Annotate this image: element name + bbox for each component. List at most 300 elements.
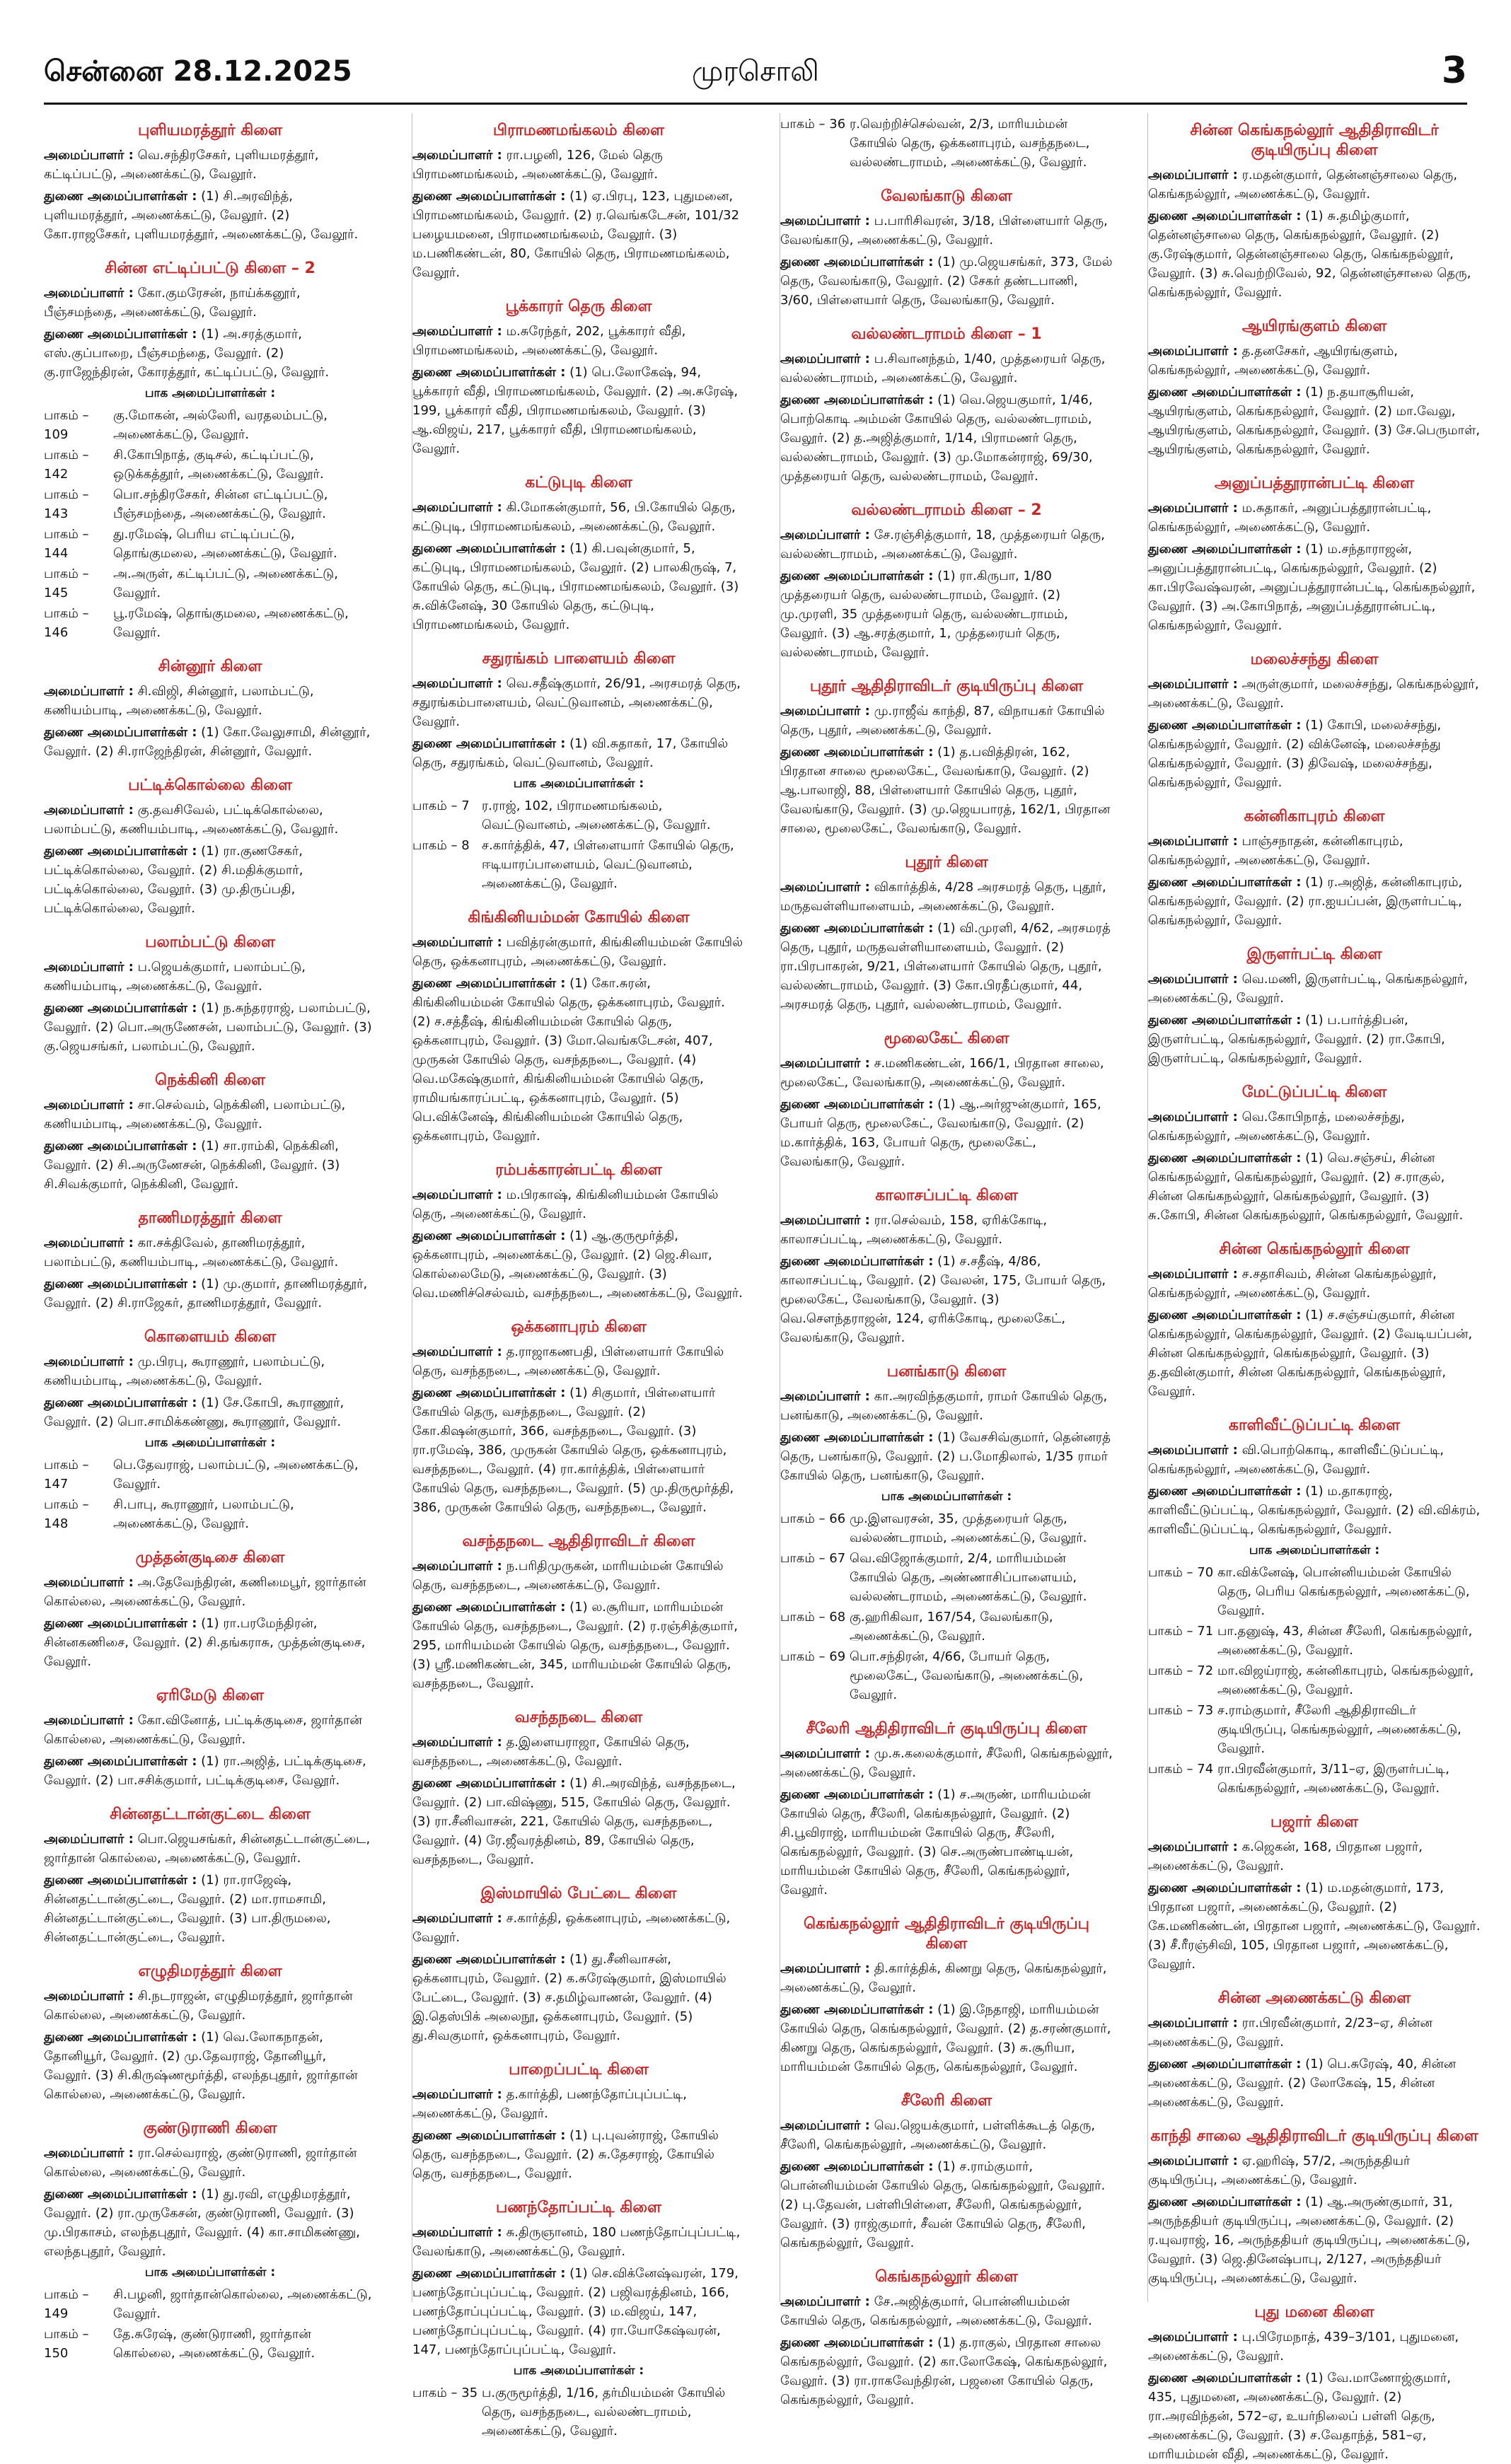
deputy-organizers-text: (1) ஆ.குருமூர்த்தி, ஒக்கனாபுரம், அணைக்கட்டு, வேலூர். (2) ஜெ.சிவா, கொல்லைமேடு, அணைக்கட்டு, வேலூர். (3) வெ.மணிச்செல்வம், வசந்தநடை, அணைக்கட்டு, வேலூர். bbox=[412, 1228, 743, 1301]
booth-organizer: வெ.விஜோக்குமார், 2/4, மாரியம்மன் கோயில் தெரு, அண்ணாசிப்பாளையம், வல்லண்டராமம், அணைக்கட்டு, வேலூர். bbox=[850, 1551, 1087, 1604]
organizer-text: சே.அஜித்குமார், பொன்னியம்மன் கோயில் தெரு, கெங்கநல்லூர், அணைக்கட்டு, வேலூர். bbox=[780, 2294, 1092, 2328]
booth-entry bbox=[1148, 1563, 1481, 1620]
deputy-organizers-line bbox=[1148, 2192, 1481, 2288]
deputy-organizers-text: (1) மு.குமார், தாணிமரத்தூர், வேலூர். (2) சி.ராஜேகர், தாணிமரத்தூர், வேலூர். bbox=[44, 1277, 368, 1311]
booth-organizer: ர.வெற்றிச்செல்வன், 2/3, மாரியம்மன் கோயில் தெரு, ஒக்கனாபுரம், வசந்தநடை, வல்லண்டராமம், அணைக்கட்டு, வேலூர். bbox=[850, 117, 1090, 170]
organizer-text: ம.சுரேந்தர், 202, பூக்காரர் வீதி, பிராமணமங்கலம், அணைக்கட்டு, வேலூர். bbox=[412, 324, 686, 358]
organizer-label: அமைப்பாளர் : bbox=[412, 324, 502, 339]
booth-number: பாகம் – 36 bbox=[780, 117, 846, 132]
deputy-organizers-label: துணை அமைப்பாளர்கள் : bbox=[780, 2002, 934, 2017]
deputy-organizers-text: (1) ரா.அஜித், பட்டிக்குடிசை, வேலூர். (2) பா.சசிக்குமார், பட்டிக்குடிசை, வேலூர். bbox=[44, 1754, 366, 1788]
organizer-label: அமைப்பாளர் : bbox=[1148, 168, 1238, 182]
column-3 bbox=[780, 113, 1113, 2407]
branch-block bbox=[44, 1071, 376, 1194]
organizer-line bbox=[44, 1830, 376, 1868]
organizer-line bbox=[1148, 970, 1481, 1008]
booth-organizer: மா.விஜய்ராஜ், கன்னிகாபுரம், கெங்கநல்லூர், அணைக்கட்டு, வேலூர். bbox=[1217, 1663, 1474, 1697]
organizer-line bbox=[1148, 2013, 1481, 2052]
organizer-label: அமைப்பாளர் : bbox=[1148, 501, 1238, 516]
deputy-organizers-line bbox=[412, 1950, 745, 2045]
organizer-label: அமைப்பாளர் : bbox=[412, 1911, 502, 1926]
organizer-line bbox=[1148, 1837, 1481, 1876]
booth-number: பாகம் – 149 bbox=[44, 2287, 89, 2321]
deputy-organizers-text: (1) ம.சந்தாராஜன், அனுப்பத்தூரான்பட்டி, கெங்கநல்லூர், வேலூர். (2) கா.பிரவேஷ்வரன், அனுப்பத்தூரான்பட்டி, கெங்கநல்லூர், வேலூர். (3) அ.கோபிநாத், அனுப்பத்தூரான்பட்டி, கெங்கநல்லூர், வேலூர். bbox=[1148, 542, 1476, 633]
deputy-organizers-line bbox=[44, 1274, 376, 1313]
deputy-organizers-line bbox=[44, 842, 376, 918]
organizer-text: ச.கார்த்தி, ஒக்கனாபுரம், அணைக்கட்டு, வேலூர். bbox=[412, 1911, 731, 1945]
booth-entry bbox=[780, 1509, 1113, 1547]
deputy-organizers-text: (1) ச.சதீஷ், 4/86, காலாசப்பட்டி, வேலூர். (2) வேலன், 175, போயர் தெரு, மூலைகேட், வேலங்காடு, வேலூர். (3) வெ.சௌந்தராஜன், 124, ஏரிக்கோடி, மூலைகேட், வேலங்காடு, வேலூர். bbox=[780, 1254, 1106, 1345]
booth-number: பாகம் – 148 bbox=[44, 1497, 89, 1531]
organizer-line bbox=[780, 878, 1113, 916]
organizer-label: அமைப்பாளர் : bbox=[44, 2146, 134, 2161]
organizer-label: அமைப்பாளர் : bbox=[412, 2225, 502, 2240]
deputy-organizers-line bbox=[780, 919, 1113, 1014]
branch-title: மலைச்சந்து கிளை bbox=[1250, 651, 1379, 668]
deputy-organizers-text: (1) கோபி, மலைச்சந்து, கெங்கநல்லூர், வேலூர். (2) விக்னேஷ், மலைச்சந்து கெங்கநல்லூர், வேலூர். (3) திவேஷ், மலைச்சந்து, கெங்கநல்லூர், வேலூர். bbox=[1148, 718, 1442, 790]
branch-block bbox=[780, 187, 1113, 310]
branch-block bbox=[1148, 1083, 1481, 1225]
organizer-text: ரா.பழனி, 126, மேல் தெரு பிராமணமங்கலம், அணைக்கட்டு, வேலூர். bbox=[412, 148, 663, 182]
booth-organizers-heading: பாக அமைப்பாளர்கள் : bbox=[881, 1489, 1012, 1504]
organizer-text: வெ.ஜெயக்குமார், பள்ளிக்கூடத் தெரு, சீலேரி, கெங்கநல்லூர், அணைக்கட்டு, வேலூர். bbox=[780, 2118, 1096, 2152]
deputy-organizers-line bbox=[44, 1614, 376, 1671]
organizer-text: சே.ரஞ்சித்குமார், 18, முத்தரையர் தெரு, வல்லண்டராமம், அணைக்கட்டு, வேலூர். bbox=[780, 528, 1105, 562]
deputy-organizers-line bbox=[44, 187, 376, 244]
organizer-line bbox=[44, 1573, 376, 1611]
organizer-label: அமைப்பாளர் : bbox=[412, 500, 502, 515]
branch-block bbox=[1148, 651, 1481, 792]
organizer-label: அமைப்பாளர் : bbox=[1148, 677, 1238, 692]
article-columns bbox=[44, 113, 1481, 2462]
organizer-line bbox=[1148, 675, 1481, 713]
organizer-label: அமைப்பாளர் : bbox=[44, 1713, 134, 1728]
organizer-line bbox=[780, 1054, 1113, 1092]
organizer-label: அமைப்பாளர் : bbox=[44, 148, 134, 163]
booth-organizer: கு.மோகன், அல்லேரி, வரதலம்பட்டு, அணைக்கட்டு, வேலூர். bbox=[113, 408, 328, 442]
deputy-organizers-line bbox=[1148, 716, 1481, 792]
branch-block bbox=[412, 1533, 745, 1693]
deputy-organizers-line bbox=[780, 743, 1113, 838]
booth-number: பாகம் – 73 bbox=[1148, 1703, 1214, 1718]
deputy-organizers-text: (1) சே.கோபி, கூராணூர், வேலூர். (2) பொ.சாமிக்கண்ணு, கூராணூர், வேலூர். bbox=[44, 1395, 345, 1429]
branch-title: ஆயிரங்குளம் கிளை bbox=[1241, 318, 1387, 335]
deputy-organizers-text: (1) வி.சுதாகர், 17, கோயில் தெரு, சதுரங்கம், வெட்டுவானம், வேலூர். bbox=[412, 736, 729, 770]
branch-block bbox=[1148, 2127, 1481, 2288]
branch-title: வல்லண்டராமம் கிளை – 2 bbox=[851, 501, 1042, 519]
organizer-line bbox=[780, 2116, 1113, 2154]
organizer-line bbox=[1148, 2151, 1481, 2190]
deputy-organizers-line bbox=[412, 2126, 745, 2183]
booth-number: பாகம் – 68 bbox=[780, 1610, 846, 1625]
deputy-organizers-line bbox=[780, 1095, 1113, 1171]
organizer-line bbox=[44, 1987, 376, 2025]
booth-organizer: ப.குருமூர்த்தி, 1/16, தர்மியம்மன் கோயில் தெரு, வசந்தநடை, வல்லண்டராமம், அணைக்கட்டு, வேலூர். bbox=[482, 2385, 726, 2439]
deputy-organizers-label: துணை அமைப்பாளர்கள் : bbox=[780, 255, 934, 269]
booth-entry bbox=[412, 2383, 745, 2441]
deputy-organizers-label: துணை அமைப்பாளர்கள் : bbox=[780, 921, 934, 936]
organizer-line bbox=[780, 1211, 1113, 1249]
branch-block bbox=[412, 1885, 745, 2045]
deputy-organizers-label: துணை அமைப்பாளர்கள் : bbox=[44, 1873, 197, 1888]
deputy-organizers-text: (1) இ.நேதாஜி, மாரியம்மன் கோயில் தெரு, கெங்கநல்லூர், வேலூர். (2) த.சரண்குமார், கிணறு தெரு, கெங்கநல்லூர், வேலூர். (3) சு.சூரியா, மாரியம்மன் கோயில் தெரு, கெங்கநல்லூர், வேலூர். bbox=[780, 2002, 1111, 2074]
deputy-organizers-label: துணை அமைப்பாளர்கள் : bbox=[412, 365, 566, 380]
deputy-organizers-label: துணை அமைப்பாளர்கள் : bbox=[1148, 875, 1302, 890]
deputy-organizers-text: (1) ஆ.அருண்குமார், 31, அருந்ததியர் குடியிருப்பு, அணைக்கட்டு, வேலூர். (2) ர.யுவராஜ், 16, அருந்ததியர் குடியிருப்பு, அணைக்கட்டு, வேலூர். (3) ஜெ.தினேஷ்பாபு, 2/127, அருந்ததியர் குடியிருப்பு, அணைக்கட்டு, வேலூர். bbox=[1148, 2195, 1471, 2286]
organizer-label: அமைப்பாளர் : bbox=[412, 2087, 502, 2102]
organizer-text: ம.பிரகாஷ், கிங்கினியம்மன் கோயில் தெரு, அணைக்கட்டு, வேலூர். bbox=[412, 1187, 719, 1221]
deputy-organizers-text: (1) த.ராகுல், பிரதான சாலை கெங்கநல்லூர், வேலூர். (2) கா.லோகேஷ், கெங்கநல்லூர், வேலூர். (3) ரா.ராகவேந்திரன், பஜனை கோயில் தெரு, கெங்கநல்லூர், வேலூர். bbox=[780, 2335, 1108, 2407]
deputy-organizers-text: (1) சா.ராம்கி, நெக்கினி, வேலூர். (2) சி.அருணேசன், நெக்கினி, வேலூர். (3) சி.சிவக்குமார், நெக்கினி, வேலூர். bbox=[44, 1139, 340, 1192]
branch-title: சின்ன கெங்கநல்லூர் ஆதிதிராவிடர் குடியிருப்பு கிளை bbox=[1190, 122, 1439, 159]
organizer-label: அமைப்பாளர் : bbox=[44, 960, 134, 975]
branch-title: சின்ன அணைக்கட்டு கிளை bbox=[1217, 1989, 1411, 2007]
deputy-organizers-line bbox=[44, 999, 376, 1056]
organizer-line bbox=[1148, 165, 1481, 204]
deputy-organizers-label: துணை அமைப்பாளர்கள் : bbox=[780, 1097, 934, 1112]
organizer-text: ரா.பிரவீன்குமார், 2/23–ஏ, சின்ன அணைக்கட்டு, வேலூர். bbox=[1148, 2016, 1432, 2050]
deputy-organizers-line bbox=[1148, 1011, 1481, 1068]
organizer-text: த.கார்த்தி, பணந்தோப்புப்பட்டி, அணைக்கட்டு, வேலூர். bbox=[412, 2087, 687, 2121]
branch-block bbox=[1148, 1813, 1481, 1974]
branch-block bbox=[412, 1318, 745, 1517]
organizer-label: அமைப்பாளர் : bbox=[780, 1389, 870, 1404]
organizer-line bbox=[1148, 1108, 1481, 1146]
deputy-organizers-text: (1) ச.சஞ்சய்குமார், சின்ன கெங்கநல்லூர், கெங்கநல்லூர், வேலூர். (2) வேடியப்பன், சின்ன கெங்கநல்லூர், கெங்கநல்லூர், வேலூர். (3) த.தவின்குமார், சின்ன கெங்கநல்லூர், கெங்கநல்லூர், வேலூர். bbox=[1148, 1308, 1473, 1399]
booth-organizer: ரா.பிரவீன்குமார், 3/11–ஏ, இருளர்பட்டி, கெங்கநல்லூர், அணைக்கட்டு, வேலூர். bbox=[1217, 1762, 1449, 1796]
organizer-line bbox=[780, 2292, 1113, 2330]
deputy-organizers-label: துணை அமைப்பாளர்கள் : bbox=[44, 1754, 197, 1769]
organizer-line bbox=[44, 284, 376, 322]
organizer-text: த.தனசேகர், ஆயிரங்குளம், கெங்கநல்லூர், அணைக்கட்டு, வேலூர். bbox=[1148, 344, 1398, 378]
booth-entry bbox=[780, 1647, 1113, 1704]
organizer-label: அமைப்பாளர் : bbox=[780, 1056, 870, 1071]
organizer-line bbox=[412, 1342, 745, 1381]
organizer-text: சி.விஜி, சின்னூர், பலாம்பட்டு, கணியம்பாடி, அணைக்கட்டு, வேலூர். bbox=[44, 684, 314, 718]
branch-block bbox=[780, 2268, 1113, 2410]
branch-block bbox=[412, 650, 745, 893]
deputy-organizers-label: துணை அமைப்பாளர்கள் : bbox=[44, 327, 197, 342]
deputy-organizers-line bbox=[412, 1598, 745, 1693]
branch-block bbox=[780, 1030, 1113, 1171]
branch-title: கன்னிகாபுரம் கிளை bbox=[1244, 808, 1385, 825]
organizer-label: அமைப்பாளர் : bbox=[1148, 1840, 1238, 1854]
organizer-line bbox=[412, 146, 745, 184]
branch-block bbox=[780, 854, 1113, 1014]
deputy-organizers-label: துணை அமைப்பாளர்கள் : bbox=[44, 1616, 197, 1631]
branch-title: சின்னதட்டான்குட்டை கிளை bbox=[110, 1806, 311, 1823]
deputy-organizers-text: (1) ந.சுந்தரராஜ், பலாம்பட்டு, வேலூர். (2) பொ.அருணேசன், பலாம்பட்டு, வேலூர். (3) கு.ஜெயசங்கர், பலாம்பட்டு, வேலூர். bbox=[44, 1001, 372, 1054]
deputy-organizers-text: (1) பு.புவன்ராஜ், கோயில் தெரு, வசந்தநடை, வேலூர். (2) சு.தேசராஜ், கோயில் தெரு, வசந்தநடை, வேலூர். bbox=[412, 2128, 719, 2181]
deputy-organizers-label: துணை அமைப்பாளர்கள் : bbox=[44, 844, 197, 859]
branch-title: குண்டுராணி கிளை bbox=[143, 2120, 277, 2137]
organizer-text: மு.ராஜீவ் காந்தி, 87, விநாயகர் கோயில் தெரு, புதூர், அணைக்கட்டு, வேலூர். bbox=[780, 704, 1105, 738]
branch-title: வல்லண்டராமம் கிளை – 1 bbox=[851, 325, 1042, 343]
booth-number: பாகம் – 8 bbox=[412, 838, 470, 853]
deputy-organizers-line bbox=[412, 974, 745, 1146]
deputy-organizers-label: துணை அமைப்பாளர்கள் : bbox=[780, 1430, 934, 1445]
organizer-line bbox=[412, 1557, 745, 1595]
deputy-organizers-text: (1) ப.பார்த்திபன், இருளர்பட்டி, கெங்கநல்லூர், வேலூர். (2) ரா.கோபி, இருளர்பட்டி, கெங்கநல்லூர், வேலூர். bbox=[1148, 1013, 1445, 1066]
deputy-organizers-line bbox=[1148, 1306, 1481, 1401]
booth-organizer: ச.ராம்குமார், சீலேரி ஆதிதிராவிடர் குடியிருப்பு, கெங்கநல்லூர், அணைக்கட்டு, வேலூர். bbox=[1217, 1703, 1461, 1756]
branch-title: இஸ்மாயில் பேட்டை கிளை bbox=[480, 1885, 677, 1902]
organizer-label: அமைப்பாளர் : bbox=[780, 1213, 870, 1228]
deputy-organizers-text: (1) அ.சரத்குமார், எஸ்.குப்பாறை, பீஞ்சமந்தை, வேலூர். (2) கு.ராஜேந்திரன், கோரத்தூர், கட்டிப்பட்டு, வேலூர். bbox=[44, 327, 330, 380]
organizer-label: அமைப்பாளர் : bbox=[780, 214, 870, 228]
deputy-organizers-text: (1) ம.மதன்குமார், 173, பிரதான பஜார், அணைக்கட்டு, வேலூர். (2) கே.மணிகண்டன், பிரதான பஜார், அணைக்கட்டு, வேலூர். (3) சீ.ரீரஞ்சிவி, 105, பிரதான பஜார், அணைக்கட்டு, வேலூர். bbox=[1148, 1881, 1481, 1972]
organizer-line bbox=[780, 211, 1113, 250]
organizer-label: அமைப்பாளர் : bbox=[412, 148, 502, 163]
organizer-line bbox=[44, 682, 376, 720]
branch-title: ரம்பக்காரன்பட்டி கிளை bbox=[495, 1161, 662, 1179]
deputy-organizers-label: துணை அமைப்பாளர்கள் : bbox=[412, 1385, 566, 1400]
deputy-organizers-line bbox=[780, 1252, 1113, 1347]
branch-title: வேலங்காடு கிளை bbox=[881, 187, 1012, 205]
organizer-line bbox=[412, 2223, 745, 2261]
deputy-organizers-text: (1) வெ.லோகநாதன், தோனியூர், வேலூர். (2) மு.தேவராஜ், தோனியூர், வேலூர். (3) சி.கிருஷ்ணமூர்த்தி, எலந்தபுதூர், ஜார்தான் கொல்லை, அணைக்கட்டு, வேலூர். bbox=[44, 2030, 358, 2102]
organizer-line bbox=[780, 525, 1113, 564]
branch-title: பூக்காரர் தெரு கிளை bbox=[505, 298, 652, 315]
deputy-organizers-label: துணை அமைப்பாளர்கள் : bbox=[1148, 209, 1302, 223]
booth-entry bbox=[780, 1549, 1113, 1606]
booth-number: பாகம் – 69 bbox=[780, 1649, 846, 1664]
deputy-organizers-text: (1) ல.சூரியா, மாரியம்மன் கோயில் தெரு, வசந்தநடை, வேலூர். (2) ர.ரஞ்சித்குமார், 295, மாரியம்மன் கோயில் தெரு, வசந்தநடை, வேலூர். (3) ஸ்ரீ.மணிகண்டன், 345, மாரியம்மன் கோயில் தெரு, வசந்தநடை, வேலூர். bbox=[412, 1600, 738, 1691]
organizer-text: மு.சு.கலைக்குமார், சீலேரி, கெங்கநல்லூர், அணைக்கட்டு, வேலூர். bbox=[780, 1746, 1113, 1780]
organizer-line bbox=[780, 1387, 1113, 1425]
branch-title: சின்ன எட்டிப்பட்டு கிளை – 2 bbox=[105, 260, 315, 277]
booth-organizers-heading: பாக அமைப்பாளர்கள் : bbox=[513, 2364, 644, 2378]
branch-title: நெக்கினி கிளை bbox=[154, 1071, 265, 1089]
deputy-organizers-text: (1) ஏ.பிரபு, 123, புதுமனை, பிராமணமங்கலம், வேலூர். (2) ர.வெங்கடேசன், 101/32 பழையமனை, பிராமணமங்கலம், வேலூர். (3) ம.பணிகண்டன், 80, கோயில் தெரு, பிராமணமங்கலம், வேலூர். bbox=[412, 189, 740, 280]
deputy-organizers-text: (1) வெ.சஞ்சய், சின்ன கெங்கநல்லூர், கெங்கநல்லூர், வேலூர். (2) ச.ராகுல், சின்ன கெங்கநல்லூர், கெங்கநல்லூர், வேலூர். (3) சு.கோபி, சின்ன கெங்கநல்லூர், கெங்கநல்லூர், வேலூர். bbox=[1148, 1151, 1464, 1223]
deputy-organizers-line bbox=[1148, 2369, 1481, 2464]
branch-block bbox=[44, 1963, 376, 2104]
deputy-organizers-label: துணை அமைப்பாளர்கள் : bbox=[412, 976, 566, 991]
branch-block bbox=[44, 122, 376, 244]
column-4 bbox=[1147, 113, 1481, 2462]
deputy-organizers-line bbox=[44, 325, 376, 382]
branch-block bbox=[780, 2092, 1113, 2253]
deputy-organizers-text: (1) த.பவித்திரன், 162, பிரதான சாலை மூலைகேட், வேலங்காடு, வேலூர். (2) ஆ.பாலாஜி, 88, பிள்ளையார் கோயில் தெரு, புதூர், வேலங்காடு, வேலூர். (3) மு.ஜெயபாரத், 162/1, பிரதான சாலை, மூலைகேட், வேலங்காடு, வேலூர். bbox=[780, 745, 1111, 836]
booth-organizer: சி.பாபு, கூராணூர், பலாம்பட்டு, அணைக்கட்டு, வேலூர். bbox=[113, 1497, 294, 1531]
booth-number: பாகம் – 66 bbox=[780, 1511, 846, 1526]
organizer-text: சு.திருஞானம், 180 பணந்தோப்புப்பட்டி, வேலங்காடு, அணைக்கட்டு, வேலூர். bbox=[412, 2225, 741, 2259]
organizer-label: அமைப்பாளர் : bbox=[780, 704, 870, 719]
organizer-label: அமைப்பாளர் : bbox=[1148, 834, 1238, 849]
deputy-organizers-text: (1) பெ.சுரேஷ், 40, சின்ன அணைக்கட்டு, வேலூர். (2) லோகேஷ், 15, சின்ன அணைக்கட்டு, வேலூர். bbox=[1148, 2057, 1457, 2110]
deputy-organizers-label: துணை அமைப்பாளர்கள் : bbox=[1148, 2195, 1302, 2209]
organizer-line bbox=[1148, 832, 1481, 870]
organizer-text: சா.செல்வம், நெக்கினி, பலாம்பட்டு, கணியம்பாடி, அணைக்கட்டு, வேலூர். bbox=[44, 1098, 346, 1132]
booth-organizers-heading: பாக அமைப்பாளர்கள் : bbox=[1249, 1543, 1380, 1557]
organizer-text: ஏ.ஹரிஷ், 57/2, அருந்ததியர் குடியிருப்பு, அணைக்கட்டு, வேலூர். bbox=[1148, 2154, 1411, 2187]
branch-title: காளிவீட்டுப்பட்டி கிளை bbox=[1228, 1417, 1401, 1434]
organizer-label: அமைப்பாளர் : bbox=[44, 1098, 134, 1112]
organizer-text: அ.தேவேந்திரன், கணிமைபூர், ஜார்தான் கொல்லை, அணைக்கட்டு, வேலூர். bbox=[44, 1575, 366, 1609]
deputy-organizers-label: துணை அமைப்பாளர்கள் : bbox=[780, 569, 934, 583]
organizer-label: அமைப்பாளர் : bbox=[44, 1832, 134, 1847]
deputy-organizers-label: துணை அமைப்பாளர்கள் : bbox=[44, 189, 197, 204]
organizer-line bbox=[1148, 499, 1481, 537]
branch-block bbox=[780, 501, 1113, 662]
deputy-organizers-line bbox=[412, 539, 745, 634]
deputy-organizers-line bbox=[44, 2028, 376, 2104]
branch-title: பலாம்பட்டு கிளை bbox=[145, 934, 275, 951]
branch-block bbox=[780, 115, 1113, 172]
booth-organizers-heading: பாக அமைப்பாளர்கள் : bbox=[144, 1436, 276, 1450]
organizer-text: தி.கார்த்திக், கிணறு தெரு, கெங்கநல்லூர், அணைக்கட்டு, வேலூர். bbox=[780, 1961, 1107, 1995]
booth-entry bbox=[44, 1495, 376, 1533]
organizer-line bbox=[780, 702, 1113, 740]
booth-organizer: தே.சுரேஷ், குண்டுராணி, ஜார்தான் கொல்லை, அணைக்கட்டு, வேலூர். bbox=[113, 2327, 315, 2361]
deputy-organizers-label: துணை அமைப்பாளர்கள் : bbox=[1148, 2057, 1302, 2071]
deputy-organizers-text: (1) பெ.லோகேஷ், 94, பூக்காரர் வீதி, பிராமணமங்கலம், வேலூர். (2) அ.சுரேஷ், 199, பூக்காரர் வீதி, பிராமணமங்கலம், வேலூர். (3) ஆ.விஜய், 217, பூக்காரர் வீதி, பிராமணமங்கலம், வேலூர். bbox=[412, 365, 739, 456]
branch-title: அனுப்பத்தூரான்பட்டி கிளை bbox=[1214, 475, 1415, 492]
booth-entry bbox=[44, 485, 376, 523]
branch-block bbox=[1148, 318, 1481, 459]
organizer-text: ரா.செல்வம், 158, ஏரிக்கோடி, காலாசப்பட்டி, அணைக்கட்டு, வேலூர். bbox=[780, 1213, 1048, 1247]
column-1 bbox=[44, 113, 376, 2361]
booth-entry bbox=[1148, 1760, 1481, 1798]
organizer-label: அமைப்பாளர் : bbox=[1148, 2154, 1238, 2168]
deputy-organizers-line bbox=[412, 1774, 745, 1869]
issue-date: சென்னை 28.12.2025 bbox=[44, 55, 352, 88]
organizer-label: அமைப்பாளர் : bbox=[1148, 1267, 1238, 1282]
branch-title: கட்டுபுடி கிளை bbox=[525, 474, 632, 492]
organizer-label: அமைப்பாளர் : bbox=[44, 684, 134, 699]
booth-number: பாகம் – 142 bbox=[44, 448, 89, 482]
branch-title: ஏரிமேடு கிளை bbox=[156, 1687, 265, 1704]
deputy-organizers-label: துணை அமைப்பாளர்கள் : bbox=[780, 745, 934, 760]
branch-block bbox=[412, 474, 745, 634]
organizer-text: விகார்த்திக், 4/28 அரசமரத் தெரு, புதூர், மருதவள்ளியாளையம், அணைக்கட்டு, வேலூர். bbox=[780, 880, 1106, 914]
organizer-line bbox=[412, 2085, 745, 2123]
organizer-label: அமைப்பாளர் : bbox=[1148, 2016, 1238, 2030]
organizer-label: அமைப்பாளர் : bbox=[780, 528, 870, 542]
deputy-organizers-label: துணை அமைப்பாளர்கள் : bbox=[44, 1001, 197, 1016]
booth-entry bbox=[44, 2325, 376, 2363]
organizer-text: ப.சிவானந்தம், 1/40, முத்தரையர் தெரு, வல்லண்டராமம், அணைக்கட்டு, வேலூர். bbox=[780, 351, 1106, 385]
deputy-organizers-text: (1) வெ.ஜெயகுமார், 1/46, பொற்கொடி அம்மன் கோயில் தெரு, வல்லண்டராமம், வேலூர். (2) த.அஜித்குமார், 1/14, பிராமணர் தெரு, வல்லண்டராமம், வேலூர். (3) மு.மோகன்ராஜ், 69/30, முத்தரையர் தெரு, வல்லண்டராமம், வேலூர். bbox=[780, 393, 1093, 484]
deputy-organizers-text: (1) கோ.சுரன், கிங்கினியம்மன் கோயில் தெரு, ஒக்கனாபுரம், வேலூர். (2) ச.சத்தீஷ், கிங்கினியம்மன் கோயில் தெரு, ஒக்கனாபுரம், வேலூர். (3) மோ.வெங்கடேசன், 407, முருகன் கோயில் தெரு, வசந்தநடை, வேலூர். (4) வெ.மகேஷ்குமார், கிங்கினியம்மன் கோயில் தெரு, ராமியங்காரப்பட்டி, ஒக்கனாபுரம், வேலூர். (5) பெ.விக்னேஷ், கிங்கினியம்மன் கோயில் தெரு, ஒக்கனாபுரம், வேலூர். bbox=[412, 976, 725, 1144]
organizer-label: அமைப்பாளர் : bbox=[780, 1746, 870, 1761]
organizer-label: அமைப்பாளர் : bbox=[1148, 2330, 1238, 2344]
branch-block bbox=[44, 1328, 376, 1533]
branch-title: பட்டிக்கொல்லை கிளை bbox=[128, 777, 292, 794]
organizer-line bbox=[412, 498, 745, 536]
branch-title: பிராமணமங்கலம் கிளை bbox=[493, 122, 664, 139]
deputy-organizers-line bbox=[780, 2333, 1113, 2410]
organizer-label: அமைப்பாளர் : bbox=[412, 676, 502, 691]
deputy-organizers-label: துணை அமைப்பாளர்கள் : bbox=[1148, 1151, 1302, 1166]
deputy-organizers-line bbox=[412, 363, 745, 458]
branch-title: சதுரங்கம் பாளையம் கிளை bbox=[482, 650, 676, 668]
deputy-organizers-text: (1) ச.ராம்குமார், பொன்னியம்மன் கோயில் தெரு, கெங்கநல்லூர், வேலூர். (2) பு.தேவன், பள்ளிபிள்ளை, சீலேரி, கெங்கநல்லூர், வேலூர். (3) ராஜ்குமார், சீவன் கோயில் தெரு, சீலேரி, கெங்கநல்லூர், வேலூர். bbox=[780, 2159, 1106, 2250]
deputy-organizers-label: துணை அமைப்பாளர்கள் : bbox=[412, 2128, 566, 2143]
deputy-organizers-text: (1) சி.அரவிந்த், வசந்தநடை, வேலூர். (2) பா.விஷ்ணு, 515, கோயில் தெரு, வேலூர். (3) ரா.சீனிவாசன், 221, கோயில் தெரு, வசந்தநடை, வேலூர். (4) ரே.ஜீவரத்தினம், 89, கோயில் தெரு, வசந்தநடை, வேலூர். bbox=[412, 1776, 736, 1867]
organizer-line bbox=[1148, 1265, 1481, 1303]
booth-number: பாகம் – 145 bbox=[44, 566, 89, 600]
page-number: 3 bbox=[1441, 50, 1467, 92]
organizer-line bbox=[780, 1744, 1113, 1782]
organizer-text: ம.சுதாகர், அனுப்பத்தூரான்பட்டி, கெங்கநல்லூர், அணைக்கட்டு, வேலூர். bbox=[1148, 501, 1432, 535]
organizer-line bbox=[1148, 2328, 1481, 2366]
branch-block bbox=[1148, 946, 1481, 1068]
deputy-organizers-text: (1) செ.விக்னேஷ்வரன், 179, பணந்தோப்புப்பட்டி, வேலூர். (2) பஜிவரத்தினம், 166, பணந்தோப்புப்பட்டி, வேலூர். (3) ம.விஜய், 147, பணந்தோப்புப்பட்டி, வேலூர். (4) ரா.யோகேஷ்வரன், 147, பணந்தோப்புப்பட்டி, வேலூர். bbox=[412, 2266, 739, 2357]
booth-organizer: பா.தனுஷ், 43, சின்ன சீலேரி, கெங்கநல்லூர், அணைக்கட்டு, வேலூர். bbox=[1217, 1624, 1473, 1658]
deputy-organizers-label: துணை அமைப்பாளர்கள் : bbox=[44, 1139, 197, 1153]
branch-title: கெங்கநல்லூர் ஆதிதிராவிடர் குடியிருப்பு கிளை bbox=[803, 1915, 1090, 1953]
booth-number: பாகம் – 143 bbox=[44, 487, 89, 521]
deputy-organizers-label: துணை அமைப்பாளர்கள் : bbox=[1148, 718, 1302, 733]
branch-block bbox=[44, 1209, 376, 1313]
deputy-organizers-text: (1) கி.பவுன்குமார், 5, கட்டுபுடி, பிராமணமங்கலம், வேலூர். (2) பாலகிருஷ், 7, கோயில் தெரு, கட்டுபுடி, பிராமணமங்கலம், வேலூர். (3) சு.விக்னேஷ், 30 கோயில் தெரு, கட்டுபுடி, பிராமணமங்கலம், வேலூர். bbox=[412, 541, 739, 632]
organizer-label: அமைப்பாளர் : bbox=[44, 803, 134, 818]
organizer-label: அமைப்பாளர் : bbox=[1148, 972, 1238, 987]
organizer-line bbox=[44, 1711, 376, 1749]
masthead bbox=[44, 50, 1467, 98]
branch-block bbox=[1148, 1240, 1481, 1401]
deputy-organizers-text: (1) ச.அருண், மாரியம்மன் கோயில் தெரு, சீலேரி, கெங்கநல்லூர், வேலூர். (2) சி.பூவிராஜ், மாரியம்மன் கோயில் தெரு, சீலேரி, கெங்கநல்லூர், வேலூர். (3) செ.அருண்பாண்டியன், மாரியம்மன் கோயில் தெரு, சீலேரி, கெங்கநல்லூர், வேலூர். bbox=[780, 1787, 1091, 1898]
organizer-label: அமைப்பாளர் : bbox=[412, 1559, 502, 1574]
deputy-organizers-line bbox=[780, 2157, 1113, 2253]
branch-title: பஜார் கிளை bbox=[1270, 1813, 1359, 1831]
organizer-text: கோ.வினோத், பட்டிக்குடிசை, ஜார்தான் கொல்லை, அணைக்கட்டு, வேலூர். bbox=[44, 1713, 362, 1747]
branch-block bbox=[412, 2199, 745, 2441]
branch-block bbox=[1148, 1989, 1481, 2112]
organizer-label: அமைப்பாளர் : bbox=[44, 1236, 134, 1250]
deputy-organizers-label: துணை அமைப்பாளர்கள் : bbox=[44, 725, 197, 740]
branch-block bbox=[780, 1720, 1113, 1900]
deputy-organizers-line bbox=[1148, 540, 1481, 635]
organizer-line bbox=[412, 1909, 745, 1947]
deputy-organizers-line bbox=[1148, 2055, 1481, 2112]
branch-title: பாறைப்பட்டி கிளை bbox=[509, 2061, 649, 2079]
organizer-label: அமைப்பாளர் : bbox=[1148, 1443, 1238, 1458]
deputy-organizers-text: (1) ரா.பரமேந்திரன், சின்னகணிசை, வேலூர். (2) சி.தங்கராசு, முத்தன்குடிசை, வேலூர். bbox=[44, 1616, 366, 1669]
organizer-text: த.ராஜாகணபதி, பிள்ளையார் கோயில் தெரு, வசந்தநடை, அணைக்கட்டு, வேலூர். bbox=[412, 1344, 724, 1378]
branch-title: காலாசப்பட்டி கிளை bbox=[875, 1187, 1018, 1204]
booth-number: பாகம் – 71 bbox=[1148, 1624, 1214, 1639]
deputy-organizers-label: துணை அமைப்பாளர்கள் : bbox=[44, 1277, 197, 1291]
organizer-line bbox=[44, 1096, 376, 1134]
organizer-label: அமைப்பாளர் : bbox=[44, 286, 134, 301]
branch-block bbox=[1148, 808, 1481, 930]
branch-title: வசந்தநடை ஆதிதிராவிடர் கிளை bbox=[462, 1533, 695, 1550]
deputy-organizers-line bbox=[780, 566, 1113, 662]
booth-organizer: பூ.ரமேஷ், தொங்குமலை, அணைக்கட்டு, வேலூர். bbox=[113, 606, 349, 640]
branch-block bbox=[412, 122, 745, 282]
deputy-organizers-label: துணை அமைப்பாளர்கள் : bbox=[780, 1254, 934, 1269]
organizer-label: அமைப்பாளர் : bbox=[412, 935, 502, 950]
organizer-text: ச.சதாசிவம், சின்ன கெங்கநல்லூர், கெங்கநல்லூர், அணைக்கட்டு, வேலூர். bbox=[1148, 1267, 1437, 1301]
column-2 bbox=[412, 113, 745, 2439]
booth-number: பாகம் – 144 bbox=[44, 527, 89, 561]
deputy-organizers-text: (1) சு.தமிழ்குமார், தென்னஞ்சாலை தெரு, கெங்கநல்லூர், வேலூர். (2) கு.ரேஷ்குமார், தென்னஞ்சாலை தெரு, கெங்கநல்லூர், வேலூர். (3) சு.வெற்றிவேல், 92, தென்னஞ்சாலை தெரு, கெங்கநல்லூர், வேலூர். bbox=[1148, 209, 1471, 300]
organizer-text: கா.சக்திவேல், தாணிமரத்தூர், பலாம்பட்டு, கணியம்பாடி, அணைக்கட்டு, வேலூர். bbox=[44, 1236, 339, 1269]
deputy-organizers-line bbox=[44, 1871, 376, 1947]
booth-entry bbox=[412, 836, 745, 893]
deputy-organizers-label: துணை அமைப்பாளர்கள் : bbox=[1148, 385, 1302, 400]
deputy-organizers-text: (1) ரா.கிருபா, 1/80 முத்தரையர் தெரு, வல்லண்டராமம், வேலூர். (2) மு.முரளி, 35 முத்தரையர் தெரு, வல்லண்டராமம், வேலூர். (3) ஆ.சரத்குமார், 1, முத்தரையர் தெரு, வல்லண்டராமம், வேலூர். bbox=[780, 569, 1068, 660]
organizer-label: அமைப்பாளர் : bbox=[412, 1344, 502, 1359]
branch-title: புளியமரத்தூர் கிளை bbox=[138, 122, 282, 139]
deputy-organizers-label: துணை அமைப்பாளர்கள் : bbox=[780, 1787, 934, 1802]
organizer-line bbox=[1148, 1441, 1481, 1479]
branch-block bbox=[1148, 122, 1481, 302]
organizer-line bbox=[44, 958, 376, 996]
